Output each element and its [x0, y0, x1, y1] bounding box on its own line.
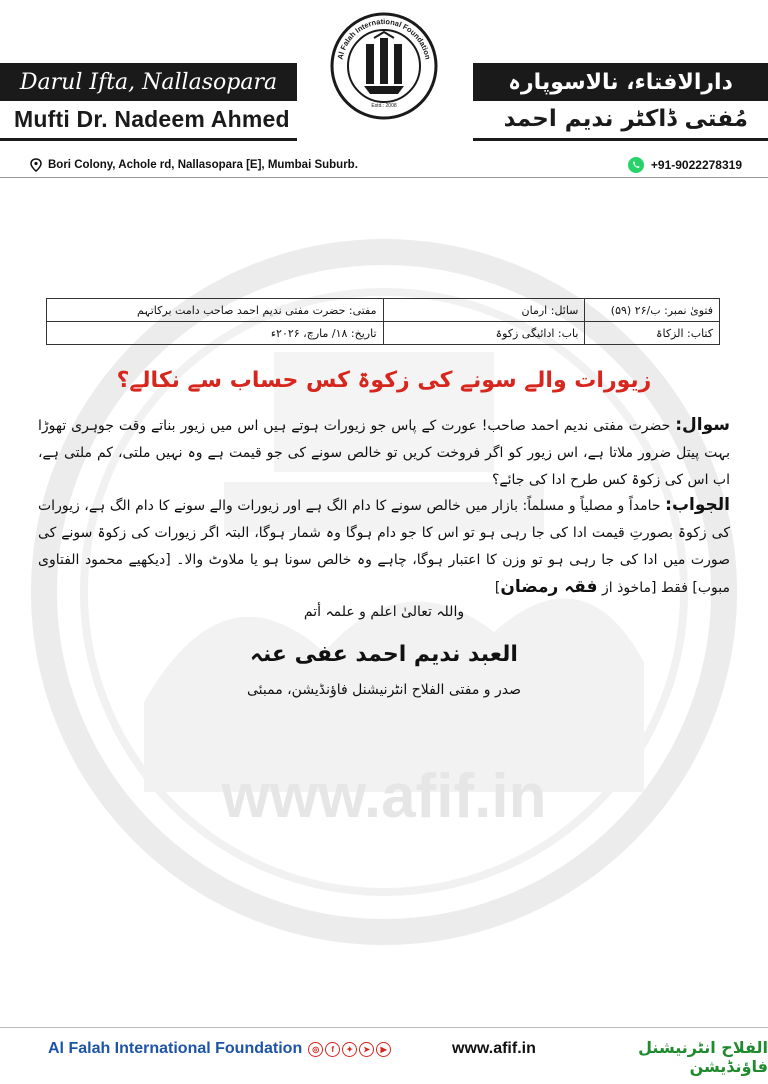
mufti-name: مفتی: حضرت مفتی ندیم احمد صاحب دامت برکاتہم — [47, 299, 384, 322]
header-right-underline — [473, 138, 768, 141]
fatwa-meta-table — [46, 298, 720, 345]
header-left-underline — [0, 138, 297, 141]
question-text: حضرت مفتی ندیم احمد صاحب! عورت کے پاس جو زیورات ہوتے ہیں اس میں زیور بناتے وقت جوہری تھوڑا بہت پیتل ضرور ملاتا ہے، اس زیور کو اگر فروخت کریں تو خالص سونے کی جو قیمت ہے وہ نہیں ملتی، کم ملتی ہے، اب اس کی زکوۃ کس طرح ادا کی جائے؟ — [38, 418, 730, 488]
header-left-subtitle: Mufti Dr. Nadeem Ahmed — [14, 106, 290, 132]
location-pin-icon — [30, 158, 42, 172]
address — [30, 158, 358, 172]
footer-org-name: Al Falah International Foundation — [48, 1040, 303, 1057]
phone[interactable] — [627, 156, 742, 174]
whatsapp-icon — [627, 156, 645, 174]
fatwa-number: فتویٰ نمبر: ب/۲۶ (۵۹) — [585, 299, 720, 322]
question-title: زیورات والے سونے کی زکوۃ کس حساب سے نکالے؟ — [116, 368, 652, 393]
answer-source: فقہ رمضان — [500, 577, 598, 597]
footer-org — [48, 1040, 391, 1058]
book-name: کتاب: الزکاۃ — [585, 322, 720, 345]
answer-close: ] — [494, 580, 501, 596]
allah-knows-best: واللہ تعالیٰ اعلم و علمہ أتم — [303, 604, 465, 620]
chapter-name: باب: ادائیگی زکوۃ — [383, 322, 585, 345]
designation: صدر و مفتی الفلاح انٹرنیشنل فاؤنڈیشن، ممبئی — [247, 682, 521, 698]
question-label: سوال: — [675, 415, 731, 435]
signature: العبد ندیم احمد عفی عنہ — [250, 642, 518, 667]
address-text: Bori Colony, Achole rd, Nallasopara [E], Mumbai Suburb. — [48, 159, 358, 171]
twitter-icon[interactable]: ✦ — [342, 1042, 357, 1057]
fatwa-date: تاریخ: ۱۸/ مارچ، ۲۰۲۶ء — [47, 322, 384, 345]
answer-label: الجواب: — [665, 495, 730, 515]
table-row — [47, 299, 720, 322]
facebook-icon[interactable]: f — [325, 1042, 340, 1057]
answer-paragraph — [38, 492, 730, 602]
watermark-url: www.afif.in — [221, 762, 547, 831]
table-row — [47, 322, 720, 345]
logo-text: Al Falah International Foundation — [335, 16, 433, 61]
phone-number: +91-9022278319 — [650, 158, 742, 172]
youtube-icon[interactable]: ▶ — [376, 1042, 391, 1057]
header-right-subtitle: مُفتی ڈاکٹر ندیم احمد — [503, 106, 748, 132]
questioner: سائل: ارمان — [383, 299, 585, 322]
logo-estd: Estd.: 2008 — [371, 103, 397, 109]
answer-text: حامداً و مصلیاً و مسلماً: بازار میں خالص سونے کا دام الگ ہے اور زیورات والے سونے کا دام الگ ہے، زیورات کی زکوۃ بصورتِ قیمت ادا کی جا رہی ہو تو اس کا جو دام ہوگا وہ شمار ہوگا، البتہ اگر زیورات کی زکوۃ سونے کی صورت میں ادا کی جا رہی ہو تو وزن کا اعتبار ہوگا، چاہے وہ خالص سونا ہو یا ملاوٹ والا۔ [دیکھیے محمود الفتاوی مبوب] فقط [ماخوذ از — [38, 498, 730, 596]
footer-website[interactable]: www.afif.in — [452, 1040, 536, 1057]
foundation-logo — [328, 6, 440, 140]
social-icons — [308, 1042, 391, 1057]
footer-divider — [0, 1027, 768, 1028]
question-paragraph — [38, 412, 730, 494]
header-divider — [0, 177, 768, 178]
header-right-title: دارالافتاء، نالاسوپارہ — [473, 63, 768, 101]
header-left-title: Darul Ifta, Nallasopara — [0, 63, 297, 101]
instagram-icon[interactable]: ◎ — [308, 1042, 323, 1057]
footer-org-urdu: الفلاح انٹرنیشنل فاؤنڈیشن — [638, 1038, 768, 1076]
telegram-icon[interactable]: ➤ — [359, 1042, 374, 1057]
